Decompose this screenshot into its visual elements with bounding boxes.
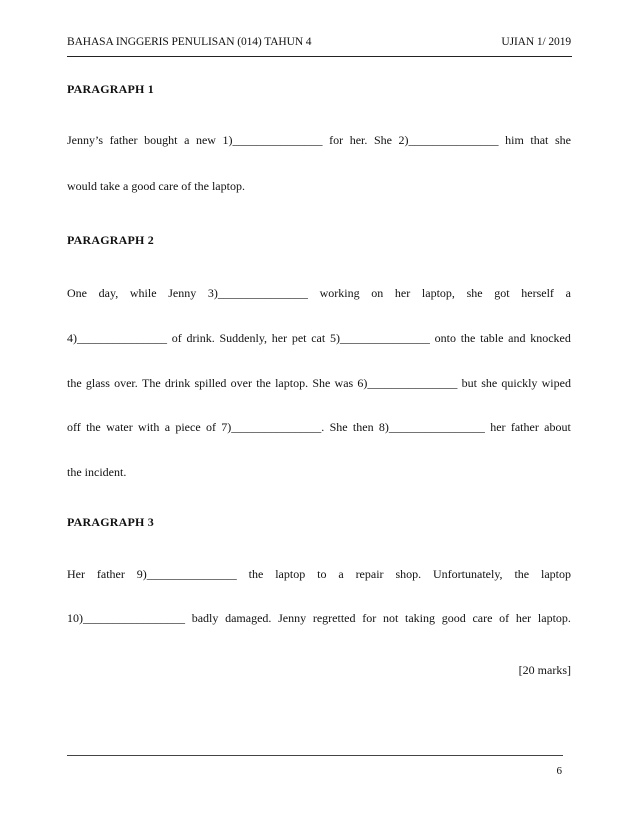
line-word: father: [510, 420, 539, 434]
line-word: badly: [191, 611, 219, 625]
line-word: her: [394, 286, 411, 300]
line-word: regretted: [312, 611, 356, 625]
line-word: was: [334, 376, 354, 390]
line-word: of: [205, 420, 216, 434]
line-word: bought: [144, 133, 178, 147]
line-word: 6)_______________: [357, 376, 458, 390]
line-word: 7)_______________.: [221, 420, 325, 434]
line-word: father: [109, 133, 138, 147]
paragraph-2-line-1: [67, 286, 571, 301]
header-exam: UJIAN 1/ 2019: [501, 36, 571, 48]
line-word: about: [544, 420, 571, 434]
line-word: the: [248, 567, 264, 581]
line-word: damaged.: [225, 611, 272, 625]
line-word: the: [67, 376, 82, 390]
line-word: the: [514, 567, 530, 581]
line-word: she: [466, 286, 483, 300]
paragraph-3-line-1: [67, 567, 571, 582]
line-word: drink: [164, 376, 191, 390]
line-word: 10)_________________: [67, 611, 185, 625]
line-word: 4)_______________: [67, 331, 167, 345]
paragraph-3-line-2: [67, 611, 571, 626]
line-word: water: [106, 420, 133, 434]
line-word: him: [505, 133, 524, 147]
paragraph-1-heading: PARAGRAPH 1: [67, 82, 154, 96]
line-word: working: [319, 286, 360, 300]
line-word: but: [461, 376, 477, 390]
line-word: taking: [405, 611, 435, 625]
line-word: The: [142, 376, 161, 390]
line-word: onto: [434, 331, 456, 345]
line-word: a: [164, 420, 171, 434]
line-word: for: [362, 611, 377, 625]
line-word: that: [530, 133, 549, 147]
line-word: her: [271, 331, 288, 345]
paragraph-1-line-1: [67, 133, 571, 148]
line-word: table: [480, 331, 504, 345]
line-word: glass: [85, 376, 110, 390]
line-word: laptop: [541, 567, 571, 581]
line-word: of: [499, 611, 510, 625]
line-word: care: [472, 611, 493, 625]
line-word: day,: [98, 286, 119, 300]
line-word: laptop,: [421, 286, 455, 300]
line-word: her.: [349, 133, 368, 147]
line-word: drink.: [186, 331, 215, 345]
line-word: got: [494, 286, 510, 300]
paragraph-3-heading: PARAGRAPH 3: [67, 515, 154, 529]
line-word: laptop: [275, 567, 306, 581]
line-word: 3)_______________: [207, 286, 308, 300]
line-word: knocked: [530, 331, 571, 345]
line-word: cat: [311, 331, 326, 345]
line-word: off: [67, 420, 81, 434]
line-word: then: [352, 420, 374, 434]
line-word: the: [86, 420, 101, 434]
line-word: laptop.: [275, 376, 309, 390]
line-word: 2)_______________: [398, 133, 499, 147]
header-subject: BAHASA INGGERIS PENULISAN (014) TAHUN 4: [67, 36, 312, 48]
line-word: to: [317, 567, 327, 581]
line-word: over.: [114, 376, 138, 390]
line-word: pet: [291, 331, 307, 345]
line-word: 9)_______________: [136, 567, 237, 581]
line-word: of: [171, 331, 182, 345]
line-word: piece: [175, 420, 201, 434]
line-word: Jenny’s: [67, 133, 103, 147]
line-word: 5)_______________: [329, 331, 430, 345]
line-word: She: [329, 420, 348, 434]
line-word: One: [67, 286, 87, 300]
footer-divider: [67, 755, 563, 756]
line-word: repair: [355, 567, 384, 581]
line-word: Jenny: [278, 611, 307, 625]
line-word: she: [481, 376, 498, 390]
line-word: 8)________________: [378, 420, 485, 434]
line-word: not: [382, 611, 399, 625]
line-word: a: [184, 133, 190, 147]
line-word: 1)_______________: [222, 133, 323, 147]
line-word: she: [554, 133, 571, 147]
line-word: wiped: [541, 376, 571, 390]
paragraph-2-line-2: [67, 331, 571, 346]
line-word: while: [129, 286, 157, 300]
line-word: Her: [67, 567, 85, 581]
line-word: her: [490, 420, 506, 434]
line-word: for: [329, 133, 344, 147]
paragraph-2-line-3: [67, 376, 571, 391]
line-word: with: [138, 420, 160, 434]
line-word: spilled: [194, 376, 227, 390]
line-word: Unfortunately,: [433, 567, 503, 581]
line-word: and: [508, 331, 526, 345]
line-word: the: [460, 331, 476, 345]
line-word: shop.: [395, 567, 422, 581]
page-header: [67, 36, 571, 48]
paragraph-2-line-5: the incident.: [67, 465, 127, 479]
line-word: She: [312, 376, 331, 390]
line-word: a: [338, 567, 344, 581]
line-word: She: [373, 133, 392, 147]
line-word: laptop.: [537, 611, 571, 625]
paragraph-1-line-2: would take a good care of the laptop.: [67, 179, 245, 193]
line-word: quickly: [501, 376, 538, 390]
paragraph-2-line-4: [67, 420, 571, 435]
line-word: on: [371, 286, 384, 300]
line-word: new: [195, 133, 216, 147]
header-divider: [67, 56, 572, 57]
line-word: her: [515, 611, 532, 625]
line-word: a: [565, 286, 571, 300]
line-word: the: [256, 376, 271, 390]
line-word: father: [96, 567, 125, 581]
line-word: Jenny: [168, 286, 197, 300]
page-number: 6: [556, 765, 562, 777]
line-word: Suddenly,: [219, 331, 268, 345]
line-word: herself: [521, 286, 554, 300]
paragraph-2-heading: PARAGRAPH 2: [67, 233, 154, 247]
line-word: good: [441, 611, 466, 625]
line-word: over: [230, 376, 252, 390]
total-marks: [20 marks]: [518, 663, 571, 677]
